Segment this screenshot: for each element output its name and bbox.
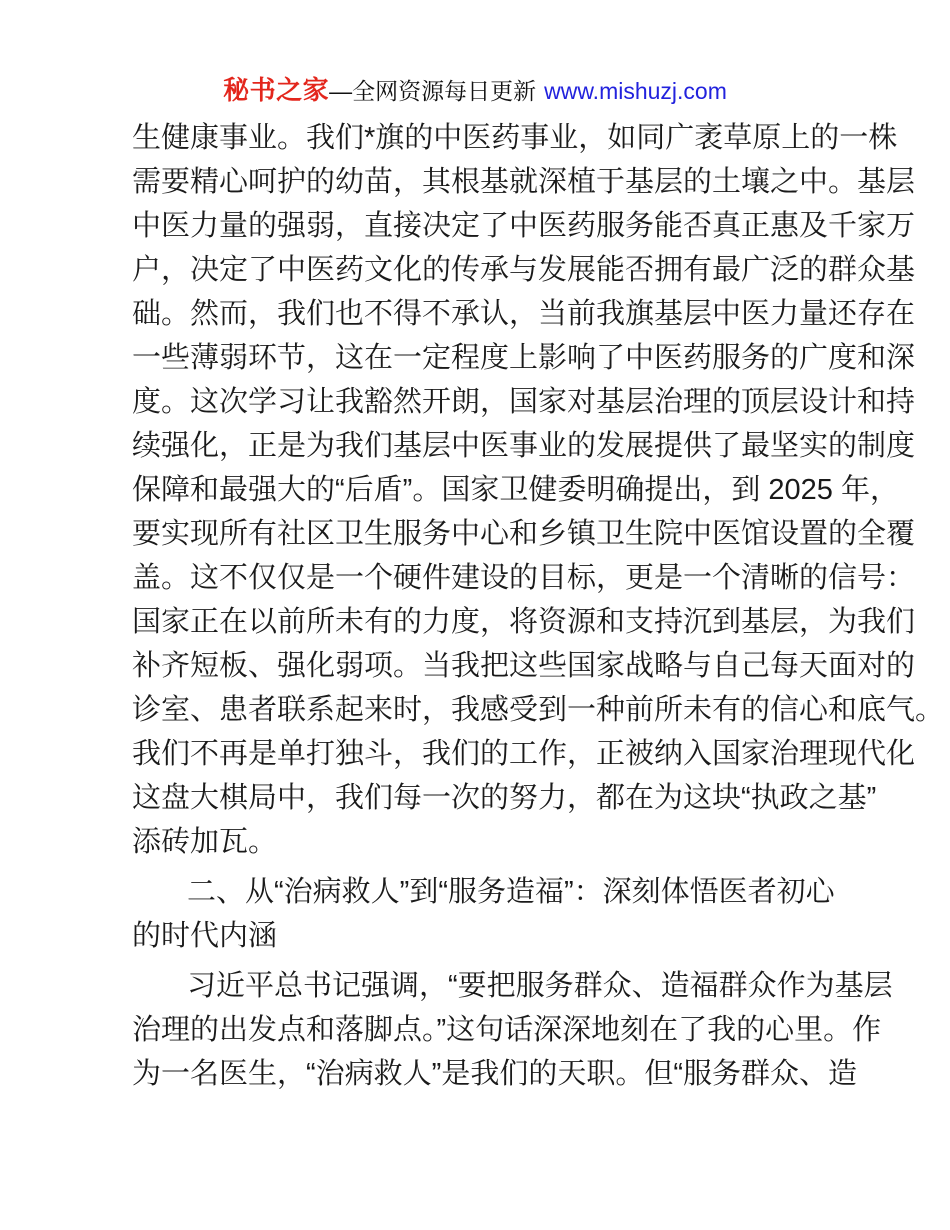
- text-line: 的时代内涵: [132, 920, 278, 952]
- site-name: 秘书之家: [223, 75, 330, 105]
- paragraph: [132, 964, 893, 1096]
- text-line: 中医力量的强弱，直接决定了中医药服务能否真正惠及千家万: [132, 210, 916, 242]
- text-line: 习近平总书记强调，“要把服务群众、造福群众作为基层: [187, 970, 893, 1002]
- text-line: 二、从“治病救人”到“服务造福”：深刻体悟医者初心: [187, 876, 835, 908]
- text-line: 需要精心呵护的幼苗，其根基就深植于基层的土壤之中。基层: [132, 166, 916, 198]
- text-line: 添砖加瓦。: [132, 826, 278, 858]
- site-url-link[interactable]: www.mishuzj.com: [544, 78, 727, 104]
- text-line: 我们不再是单打独斗，我们的工作，正被纳入国家治理现代化: [132, 738, 916, 770]
- site-tagline: —全网资源每日更新: [329, 78, 537, 104]
- text-line: 诊室、患者联系起来时，我感受到一种前所未有的信心和底气。: [132, 694, 945, 726]
- paragraph: [132, 116, 945, 864]
- text-line: 一些薄弱环节，这在一定程度上影响了中医药服务的广度和深: [132, 342, 916, 374]
- text-line: 续强化，正是为我们基层中医事业的发展提供了最坚实的制度: [132, 430, 916, 462]
- text-line: 国家正在以前所未有的力度，将资源和支持沉到基层，为我们: [132, 606, 916, 638]
- document-body: [132, 116, 945, 1102]
- section-heading: [132, 870, 835, 958]
- text-line: 盖。这不仅仅是一个硬件建设的目标，更是一个清晰的信号：: [132, 562, 916, 594]
- text-line: 为一名医生，“治病救人”是我们的天职。但“服务群众、造: [132, 1058, 857, 1090]
- text-line: 补齐短板、强化弱项。当我把这些国家战略与自己每天面对的: [132, 650, 916, 682]
- text-line: 度。这次学习让我豁然开朗，国家对基层治理的顶层设计和持: [132, 386, 916, 418]
- text-line: 户，决定了中医药文化的传承与发展能否拥有最广泛的群众基: [132, 254, 916, 286]
- text-line: 要实现所有社区卫生服务中心和乡镇卫生院中医馆设置的全覆: [132, 518, 916, 550]
- text-line: 础。然而，我们也不得不承认，当前我旗基层中医力量还存在: [132, 298, 916, 330]
- text-line: 保障和最强大的“后盾”。国家卫健委明确提出，到 2025 年，: [132, 474, 899, 506]
- text-line: 治理的出发点和落脚点。”这句话深深地刻在了我的心里。作: [132, 1014, 882, 1046]
- site-header: [0, 74, 950, 107]
- text-line: 生健康事业。我们*旗的中医药事业，如同广袤草原上的一株: [132, 122, 898, 154]
- text-line: 这盘大棋局中，我们每一次的努力，都在为这块“执政之基”: [132, 782, 877, 814]
